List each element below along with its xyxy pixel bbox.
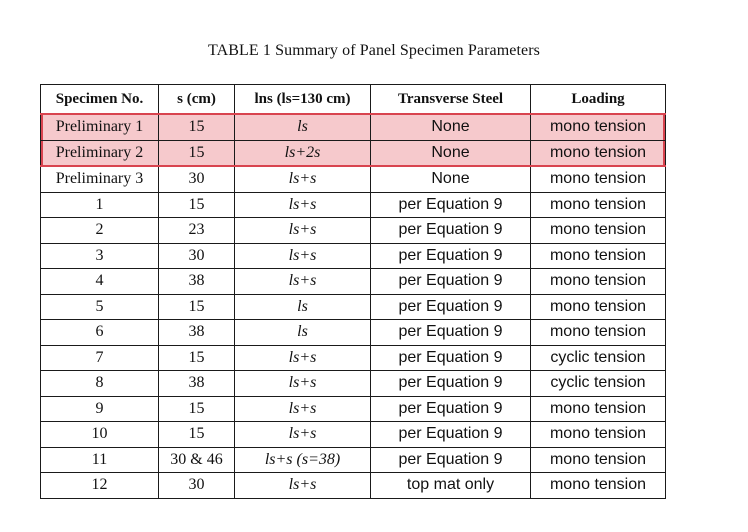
spacing-cell: 15 xyxy=(159,396,235,422)
spacing-cell: 15 xyxy=(159,422,235,448)
column-header-spacing: s (cm) xyxy=(159,85,235,115)
loading-cell: mono tension xyxy=(531,192,666,218)
anchorage-cell: ls+2s xyxy=(235,140,371,166)
specimen-cell: 4 xyxy=(41,269,159,295)
transverse-steel-cell: None xyxy=(371,140,531,166)
anchorage-cell: ls+s xyxy=(235,396,371,422)
table-row xyxy=(41,320,666,346)
specimen-cell: 8 xyxy=(41,371,159,397)
anchorage-cell: ls+s xyxy=(235,345,371,371)
transverse-steel-cell: per Equation 9 xyxy=(371,294,531,320)
table-row xyxy=(41,396,666,422)
table-row xyxy=(41,166,666,192)
table-row xyxy=(41,269,666,295)
anchorage-cell: ls+s xyxy=(235,422,371,448)
table-row xyxy=(41,294,666,320)
transverse-steel-cell: per Equation 9 xyxy=(371,243,531,269)
spacing-cell: 15 xyxy=(159,192,235,218)
anchorage-cell: ls+s xyxy=(235,269,371,295)
specimen-cell: Preliminary 2 xyxy=(41,140,159,166)
transverse-steel-cell: top mat only xyxy=(371,473,531,499)
anchorage-cell: ls xyxy=(235,114,371,140)
spacing-cell: 30 & 46 xyxy=(159,447,235,473)
spacing-cell: 38 xyxy=(159,269,235,295)
spacing-cell: 38 xyxy=(159,371,235,397)
transverse-steel-cell: None xyxy=(371,166,531,192)
specimen-cell: Preliminary 3 xyxy=(41,166,159,192)
loading-cell: cyclic tension xyxy=(531,345,666,371)
specimen-cell: 11 xyxy=(41,447,159,473)
anchorage-cell: ls xyxy=(235,294,371,320)
spacing-cell: 38 xyxy=(159,320,235,346)
loading-cell: mono tension xyxy=(531,396,666,422)
specimen-cell: 10 xyxy=(41,422,159,448)
transverse-steel-cell: per Equation 9 xyxy=(371,396,531,422)
transverse-steel-cell: per Equation 9 xyxy=(371,320,531,346)
spacing-cell: 15 xyxy=(159,294,235,320)
spacing-cell: 23 xyxy=(159,218,235,244)
loading-cell: mono tension xyxy=(531,422,666,448)
specimen-cell: 3 xyxy=(41,243,159,269)
spacing-cell: 30 xyxy=(159,473,235,499)
loading-cell: mono tension xyxy=(531,140,666,166)
table-row xyxy=(41,345,666,371)
table-row xyxy=(41,447,666,473)
anchorage-cell: ls+s xyxy=(235,371,371,397)
table-row xyxy=(41,114,666,140)
table-row xyxy=(41,473,666,499)
transverse-steel-cell: per Equation 9 xyxy=(371,345,531,371)
table-row xyxy=(41,371,666,397)
transverse-steel-cell: per Equation 9 xyxy=(371,192,531,218)
specimen-cell: Preliminary 1 xyxy=(41,114,159,140)
specimen-cell: 1 xyxy=(41,192,159,218)
anchorage-cell: ls+s (s=38) xyxy=(235,447,371,473)
table-row xyxy=(41,140,666,166)
table-row xyxy=(41,243,666,269)
column-header-anchorage: lns (ls=130 cm) xyxy=(235,85,371,115)
table-header-row xyxy=(41,85,666,115)
anchorage-cell: ls xyxy=(235,320,371,346)
specimen-cell: 2 xyxy=(41,218,159,244)
spacing-cell: 30 xyxy=(159,166,235,192)
column-header-transverse-steel: Transverse Steel xyxy=(371,85,531,115)
spacing-cell: 30 xyxy=(159,243,235,269)
table-row xyxy=(41,218,666,244)
transverse-steel-cell: per Equation 9 xyxy=(371,269,531,295)
spacing-cell: 15 xyxy=(159,140,235,166)
anchorage-cell: ls+s xyxy=(235,192,371,218)
anchorage-cell: ls+s xyxy=(235,243,371,269)
column-header-loading: Loading xyxy=(531,85,666,115)
table-row xyxy=(41,422,666,448)
loading-cell: mono tension xyxy=(531,320,666,346)
transverse-steel-cell: per Equation 9 xyxy=(371,371,531,397)
transverse-steel-cell: None xyxy=(371,114,531,140)
loading-cell: mono tension xyxy=(531,294,666,320)
specimen-cell: 7 xyxy=(41,345,159,371)
spacing-cell: 15 xyxy=(159,345,235,371)
loading-cell: cyclic tension xyxy=(531,371,666,397)
anchorage-cell: ls+s xyxy=(235,473,371,499)
loading-cell: mono tension xyxy=(531,114,666,140)
specimen-cell: 6 xyxy=(41,320,159,346)
specimen-cell: 5 xyxy=(41,294,159,320)
table-row xyxy=(41,192,666,218)
transverse-steel-cell: per Equation 9 xyxy=(371,447,531,473)
loading-cell: mono tension xyxy=(531,269,666,295)
loading-cell: mono tension xyxy=(531,243,666,269)
transverse-steel-cell: per Equation 9 xyxy=(371,422,531,448)
loading-cell: mono tension xyxy=(531,166,666,192)
specimen-cell: 9 xyxy=(41,396,159,422)
specimen-parameters-table xyxy=(40,84,666,499)
anchorage-cell: ls+s xyxy=(235,166,371,192)
anchorage-cell: ls+s xyxy=(235,218,371,244)
column-header-specimen: Specimen No. xyxy=(41,85,159,115)
table-body xyxy=(41,114,666,498)
loading-cell: mono tension xyxy=(531,218,666,244)
table-caption: TABLE 1 Summary of Panel Specimen Parameters xyxy=(208,42,540,59)
loading-cell: mono tension xyxy=(531,447,666,473)
loading-cell: mono tension xyxy=(531,473,666,499)
spacing-cell: 15 xyxy=(159,114,235,140)
transverse-steel-cell: per Equation 9 xyxy=(371,218,531,244)
specimen-cell: 12 xyxy=(41,473,159,499)
